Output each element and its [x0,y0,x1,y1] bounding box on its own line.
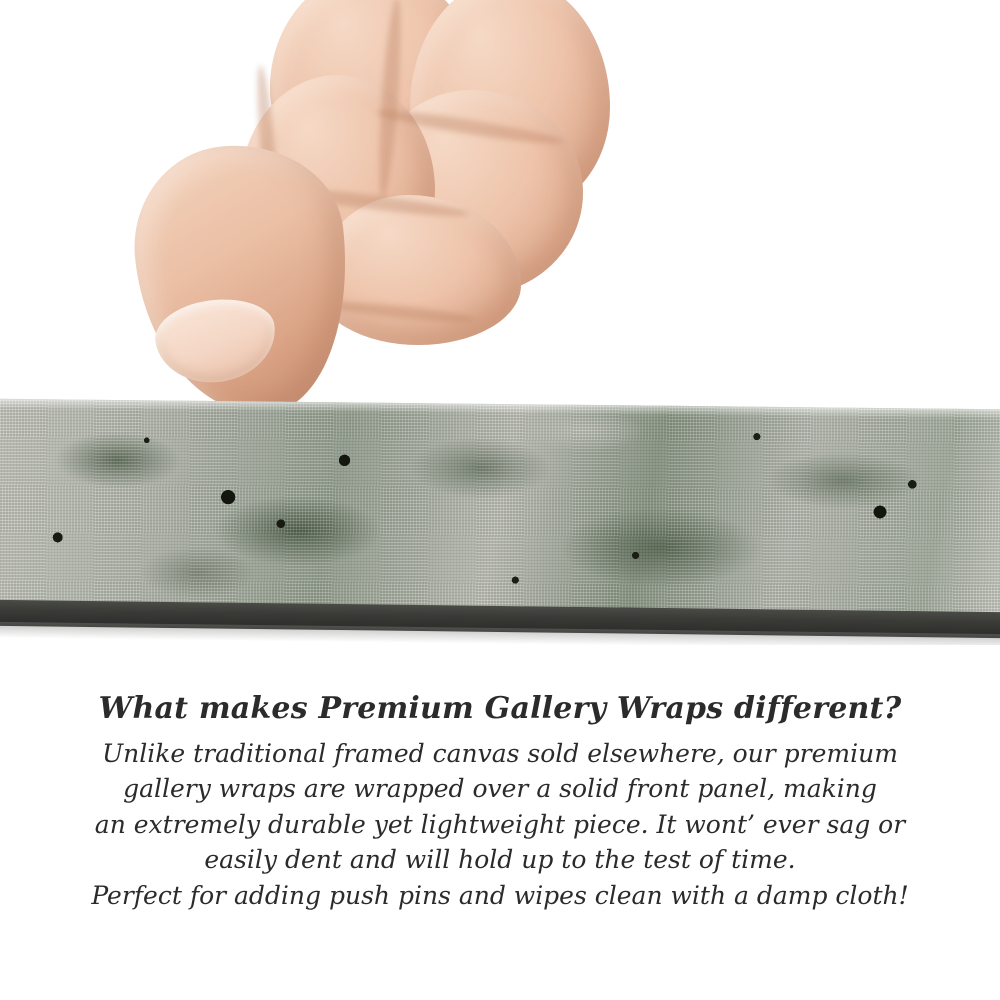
caption-body [0,736,1000,914]
caption-heading: What makes Premium Gallery Wraps different? [98,691,902,726]
gallery-wrap-canvas-edge [0,399,1000,625]
caption-line: Perfect for adding push pins and wipes clean with a damp cloth! [91,880,909,910]
caption-line: an extremely durable yet lightweight piece. It wont’ ever sag or [94,809,906,839]
caption-line: Unlike traditional framed canvas sold elsewhere, our premium [102,738,898,768]
caption-block [0,690,1000,913]
caption-line: easily dent and will hold up to the test of time. [204,845,796,874]
hand-with-thumb [120,0,590,440]
caption-line: gallery wraps are wrapped over a solid front panel, making [123,774,877,803]
